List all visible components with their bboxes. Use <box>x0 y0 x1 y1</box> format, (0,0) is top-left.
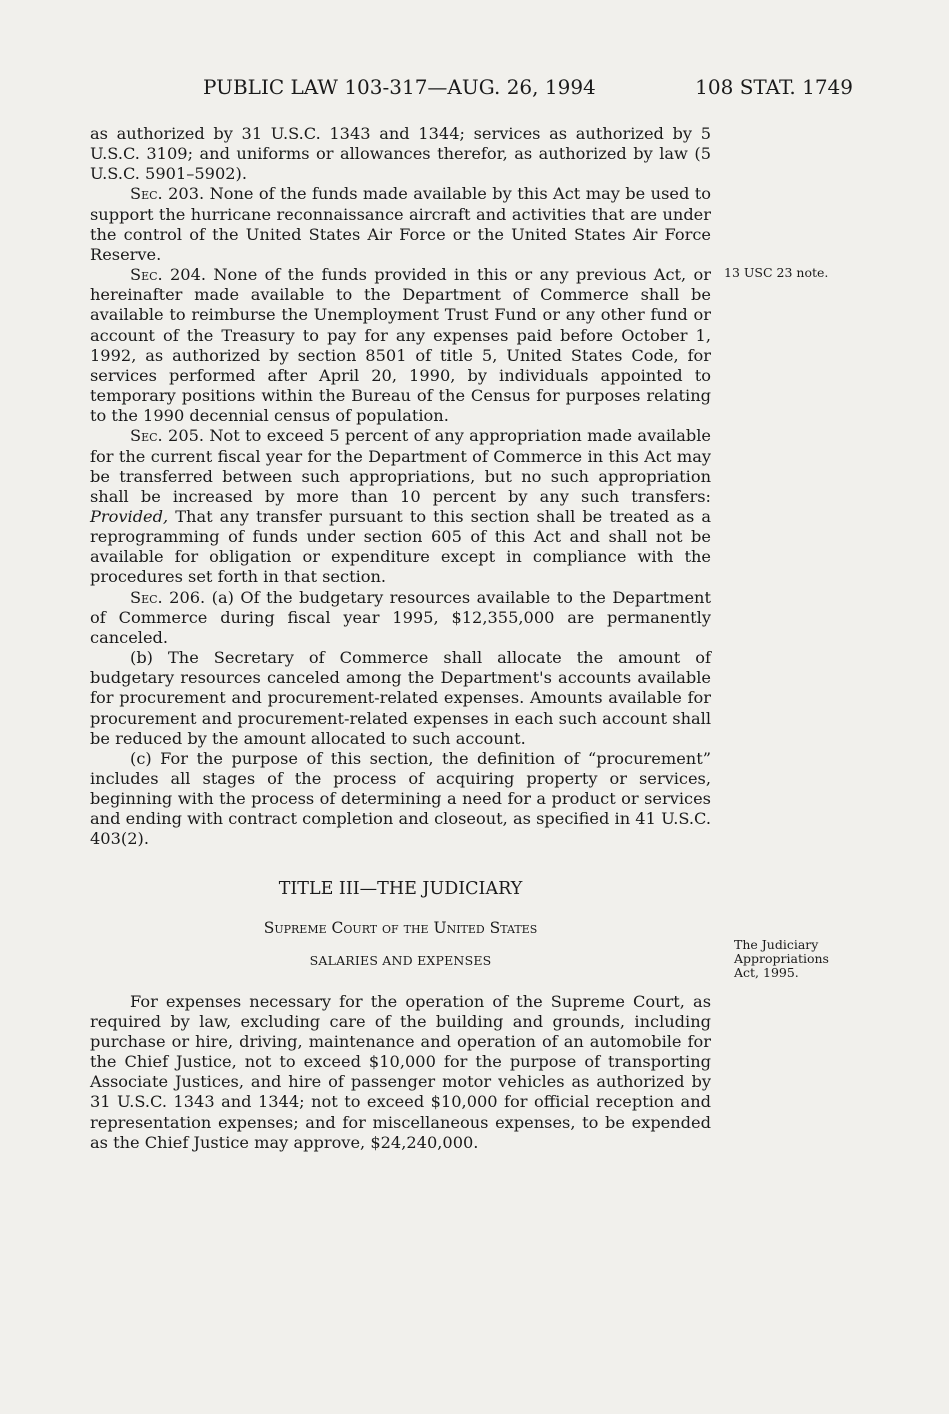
section-text: . 203. None of the funds made available by this Act may be used to support the hurricane reconnaissance aircraft and activities that are under the control of the United States Air Force or the United States Air Force Reserve. <box>90 184 711 264</box>
section-205 <box>90 426 711 587</box>
section-206-c: (c) For the purpose of this section, the definition of “procurement” includes all stages of the process of acquiring property or services, beginning with the process of determining a need for a product or services and ending with contract completion and closeout, as specified in 41 U.S.C. 403(2). <box>90 748 711 849</box>
section-203 <box>90 184 711 265</box>
chapter-heading: Supreme Court of the United States <box>263 918 538 937</box>
margin-note-line: Appropriations <box>734 951 829 966</box>
margin-note-line: Act, 1995. <box>734 965 799 980</box>
section-206-a <box>90 588 711 648</box>
title-heading: TITLE III—THE JUDICIARY <box>278 878 523 899</box>
margin-note-usc: 13 USC 23 note. <box>724 265 829 280</box>
account-heading: SALARIES AND EXPENSES <box>309 952 492 968</box>
section-204 <box>90 265 711 426</box>
appropriation-paragraph: For expenses necessary for the operation of the Supreme Court, as required by law, excluding care of the building and grounds, including purchase or hire, driving, maintenance and operation of an automobile for the Chief Justice, not to exceed $10,000 for the purpose of transporting Associate Justices, and hire of passenger motor vehicles as authorized by 31 U.S.C. 1343 and 1344; not to exceed $10,000 for official reception and representation expenses; and for miscellaneous expenses, to be expended as the Chief Justice may approve, $24,240,000. <box>90 991 711 1152</box>
section-text: . 204. None of the funds provided in this or any previous Act, or hereinafter made available to the Department of Commerce shall be available to reimburse the Unemployment Trust Fund or any other fund or account of the Treasury to pay for any expenses paid before October 1, 1992, as authorized by section 8501 of title 5, United States Code, for services performed after April 20, 1990, by individuals appointed to temporary positions within the Bureau of the Census for purposes relating to the 1990 decennial census of population. <box>90 265 711 426</box>
paragraph-continuation: as authorized by 31 U.S.C. 1343 and 1344; services as authorized by 5 U.S.C. 3109; and uniforms or allowances therefor, as authorized by law (5 U.S.C. 5901–5902). <box>90 124 711 184</box>
margin-note-judiciary-act <box>734 938 884 980</box>
section-label: Sec <box>130 426 158 446</box>
section-206-b: (b) The Secretary of Commerce shall allocate the amount of budgetary resources canceled among the Department's accounts available for procurement and procurement-related expenses. Amounts available for procurement and procurement-related expenses in each such account shall be reduced by the amount allocated to such account. <box>90 648 711 748</box>
section-text: . 206. (a) Of the budgetary resources available to the Department of Commerce during fiscal year 1995, $12,355,000 are permanently canceled. <box>90 587 711 647</box>
margin-note-line: The Judiciary <box>734 937 819 952</box>
provided-italic: Provided, <box>90 506 169 526</box>
section-label: Sec <box>130 587 158 607</box>
section-label: Sec <box>130 184 158 204</box>
section-text: . 205. Not to exceed 5 percent of any appropriation made available for the current fiscal year for the Department of Commerce in this Act may be transferred between such appropriations, but no such appropriation shall be increased by more than 10 percent by any such transfers: <box>90 426 711 506</box>
section-label: Sec <box>130 265 158 285</box>
page-body <box>90 124 711 1153</box>
section-text-continued: That any transfer pursuant to this section shall be treated as a reprogramming of funds under section 605 of this Act and shall not be available for obligation or expenditure except in compliance with the procedures set forth in that section. <box>90 506 711 587</box>
statute-page-number: 108 STAT. 1749 <box>695 75 853 99</box>
public-law-citation: PUBLIC LAW 103-317—AUG. 26, 1994 <box>203 75 596 99</box>
